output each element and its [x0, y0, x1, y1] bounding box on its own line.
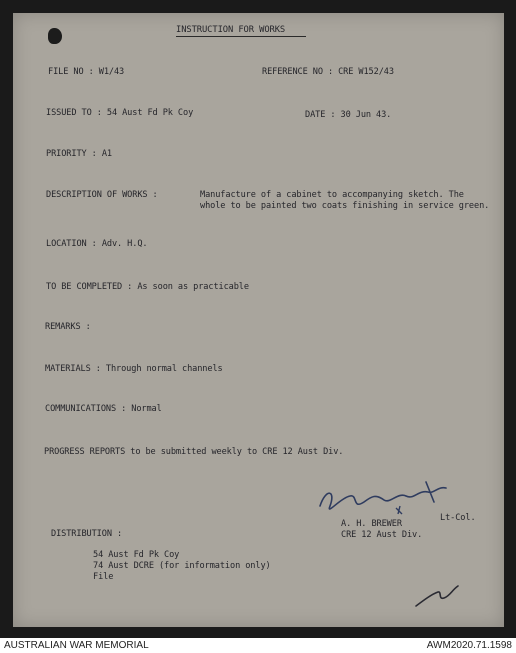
distribution-item: File — [93, 572, 114, 582]
materials: MATERIALS : Through normal channels — [45, 364, 223, 374]
signatory-title: CRE 12 Aust Div. — [341, 530, 423, 540]
document-title: INSTRUCTION FOR WORKS — [176, 25, 286, 35]
signatory-name: A. H. BREWER — [341, 519, 402, 529]
description-label: DESCRIPTION OF WORKS : — [46, 190, 158, 200]
footer-accession-number: AWM2020.71.1598 — [426, 640, 512, 651]
distribution-label: DISTRIBUTION : — [51, 529, 123, 539]
description-text: Manufacture of a cabinet to accompanying sketch. The whole to be painted two coats finishing in service green. — [200, 190, 490, 211]
signatory-rank: Lt-Col. — [440, 513, 476, 523]
reference-no: REFERENCE NO : CRE W152/43 — [262, 67, 394, 77]
handwritten-initials — [408, 578, 468, 612]
progress-reports: PROGRESS REPORTS to be submitted weekly to CRE 12 Aust Div. — [44, 447, 344, 457]
file-no: FILE NO : W1/43 — [48, 67, 125, 77]
priority: PRIORITY : A1 — [46, 149, 112, 159]
location: LOCATION : Adv. H.Q. — [46, 239, 148, 249]
date: DATE : 30 Jun 43. — [305, 110, 392, 120]
communications: COMMUNICATIONS : Normal — [45, 404, 162, 414]
title-underline — [176, 36, 306, 37]
distribution-item: 74 Aust DCRE (for information only) — [93, 561, 271, 571]
issued-to: ISSUED TO : 54 Aust Fd Pk Coy — [46, 108, 194, 118]
ink-blot — [48, 28, 62, 44]
footer-source: AUSTRALIAN WAR MEMORIAL — [4, 640, 149, 651]
distribution-item: 54 Aust Fd Pk Coy — [93, 550, 180, 560]
remarks: REMARKS : — [45, 322, 91, 332]
to-be-completed: TO BE COMPLETED : As soon as practicable — [46, 282, 249, 292]
